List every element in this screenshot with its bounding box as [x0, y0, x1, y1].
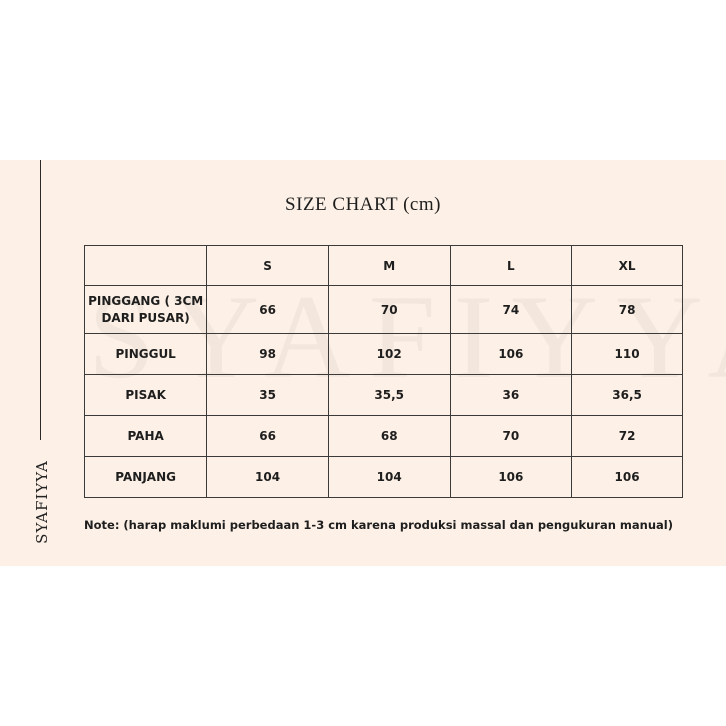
table-cell: 68: [328, 416, 450, 457]
table-cell: 66: [207, 286, 329, 334]
table-cell: 36: [450, 375, 572, 416]
header-cell-s: S: [207, 246, 329, 286]
row-label: PAHA: [85, 416, 207, 457]
table-cell: 78: [572, 286, 683, 334]
table-cell: 106: [450, 334, 572, 375]
table-cell: 104: [328, 457, 450, 498]
header-cell-m: M: [328, 246, 450, 286]
table-cell: 104: [207, 457, 329, 498]
table-row: [85, 457, 683, 498]
row-label: PISAK: [85, 375, 207, 416]
table-cell: 110: [572, 334, 683, 375]
chart-title: SIZE CHART (cm): [285, 194, 441, 215]
footnote: Note: (harap maklumi perbedaan 1-3 cm karena produksi massal dan pengukuran manual): [84, 518, 673, 532]
table-row: [85, 416, 683, 457]
table-row: [85, 286, 683, 334]
header-cell-xl: XL: [572, 246, 683, 286]
table-cell: 98: [207, 334, 329, 375]
table-row: [85, 375, 683, 416]
row-label: PINGGUL: [85, 334, 207, 375]
table-cell: 74: [450, 286, 572, 334]
table-cell: 102: [328, 334, 450, 375]
table-cell: 106: [450, 457, 572, 498]
table-cell: 66: [207, 416, 329, 457]
brand-vertical-text: SYAFIYYA: [33, 460, 51, 544]
row-label: PINGGANG ( 3CM DARI PUSAR): [85, 286, 207, 334]
table-cell: 70: [450, 416, 572, 457]
row-label: PANJANG: [85, 457, 207, 498]
table-cell: 70: [328, 286, 450, 334]
brand-vertical: [22, 452, 62, 552]
size-table: [84, 245, 683, 498]
table-cell: 35,5: [328, 375, 450, 416]
table-cell: 35: [207, 375, 329, 416]
table-cell: 106: [572, 457, 683, 498]
table-row: [85, 334, 683, 375]
table-cell: 72: [572, 416, 683, 457]
header-cell-empty: [85, 246, 207, 286]
header-cell-l: L: [450, 246, 572, 286]
table-cell: 36,5: [572, 375, 683, 416]
table-header-row: [85, 246, 683, 286]
